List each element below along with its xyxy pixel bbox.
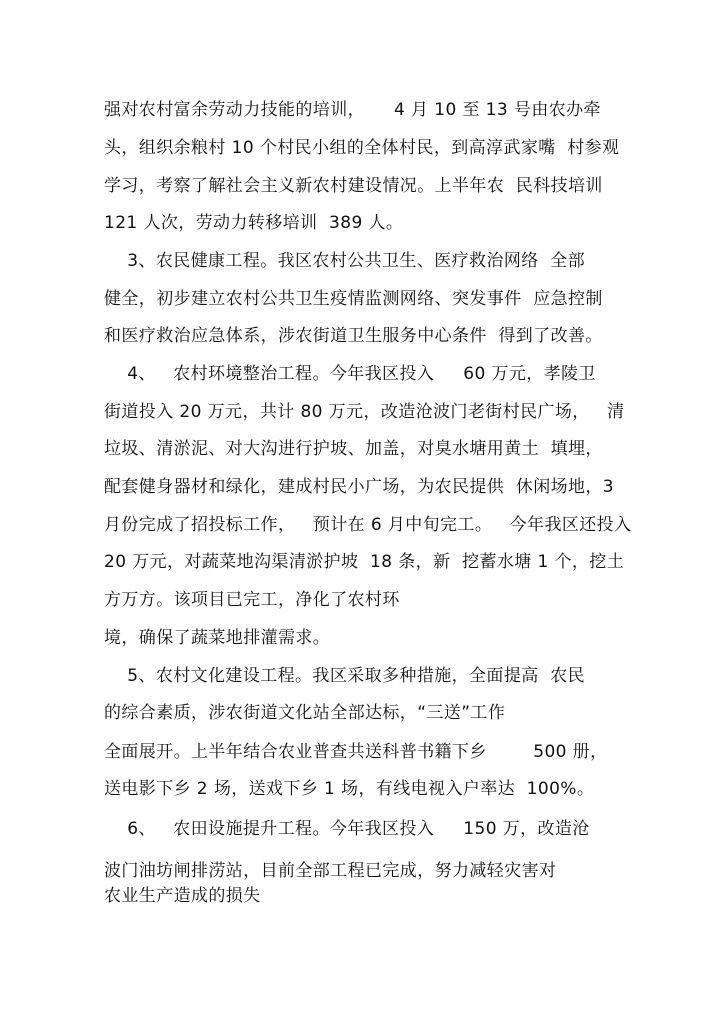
paragraph-line: 6、 农田设施提升工程。今年我区投入 150 万，改造沧: [104, 819, 590, 839]
paragraph-line: 配套健身器材和绿化，建成村民小广场，为农民提供 休闲场地，3: [104, 477, 615, 497]
paragraph-line: 垃圾、清淤泥、对大沟进行护坡、加盖，对臭水塘用黄土 填埋，: [104, 439, 603, 459]
paragraph-line: 波门油坊闸排涝站，目前全部工程已完成，努力减轻灾害对: [104, 861, 557, 881]
paragraph-line: 方万方。该项目已完工，净化了农村环: [104, 590, 400, 610]
paragraph-line: 送电影下乡 2 场，送戏下乡 1 场，有线电视入户率达 100%。: [104, 779, 595, 799]
paragraph-line: 头，组织余粮村 10 个村民小组的全体村民，到高淳武家嘴 村参观: [104, 138, 620, 158]
paragraph-line: 学习，考察了解社会主义新农村建设情况。上半年农 民科技培训: [104, 176, 603, 196]
paragraph-line: 3、农民健康工程。我区农村公共卫生、医疗救治网络 全部: [104, 251, 586, 271]
paragraph-line: 健全，初步建立农村公共卫生疫情监测网络、突发事件 应急控制: [104, 289, 603, 309]
paragraph-line: 月份完成了招投标工作， 预计在 6 月中旬完工。 今年我区还投入: [104, 515, 632, 535]
paragraph-line: 121 人次，劳动力转移培训 389 人。: [104, 213, 404, 233]
paragraph-line: 全面展开。上半年结合农业普查共送科普书籍下乡 500 册，: [104, 742, 608, 762]
paragraph-line: 4、 农村环境整治工程。今年我区投入 60 万元，孝陵卫: [104, 364, 596, 384]
paragraph-line: 强对农村富余劳动力技能的培训， 4 月 10 至 13 号由农办牵: [104, 100, 601, 120]
paragraph-line: 20 万元，对蔬菜地沟渠清淤护坡 18 条，新 挖蓄水塘 1 个，挖土: [104, 552, 625, 572]
paragraph-line: 和医疗救治应急体系，涉农街道卫生服务中心条件 得到了改善。: [104, 326, 603, 346]
paragraph-line: 境，确保了蔬菜地排灌需求。: [104, 628, 331, 648]
paragraph-line: 街道投入 20 万元，共计 80 万元，改造沧波门老街村民广场， 清: [104, 402, 625, 422]
paragraph-line: 5、农村文化建设工程。我区采取多种措施，全面提高 农民: [104, 666, 586, 686]
paragraph-line: 农业生产造成的损失: [104, 886, 261, 906]
paragraph-line: 的综合素质，涉农街道文化站全部达标，“三送”工作: [104, 703, 506, 723]
